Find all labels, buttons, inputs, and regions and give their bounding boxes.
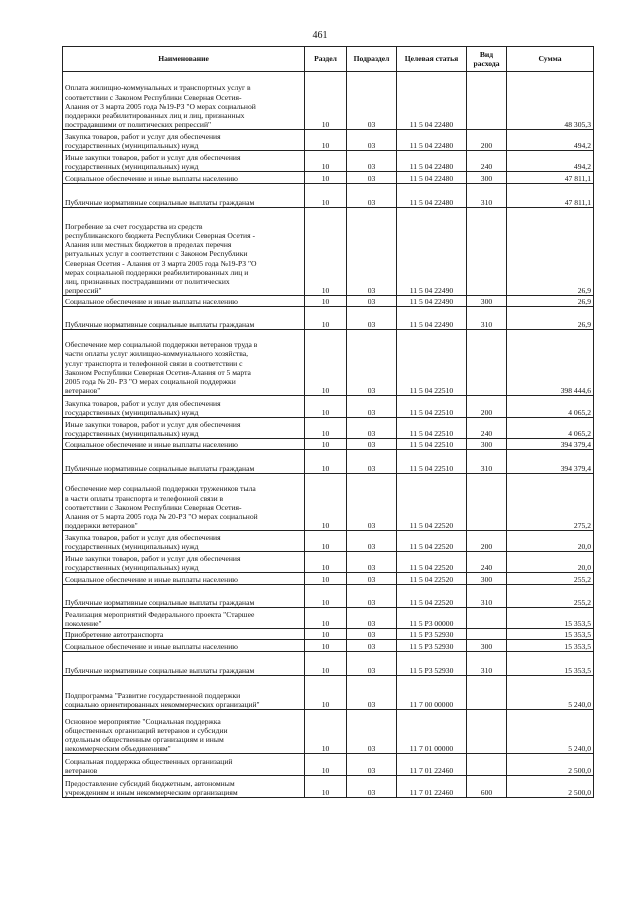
row-summa-cell: 4 065,2: [507, 418, 594, 439]
row-celevaya-cell: 11 5 04 22480: [397, 72, 467, 130]
row-name-cell: Погребение за счет государства из средств республиканского бюджета Республики Северная Осетия - Алания или местных бюджетов в пределах перечня ритуальных услуг в соответствии с Законом Республики Северная Осетия - Алания от 3 марта 2005 года №19-РЗ "О мерах социальной поддержки реабилитированных лиц и лиц, признанных пострадавшими от политических репрессий": [63, 208, 305, 296]
row-celevaya-cell: 11 5 04 22520: [397, 585, 467, 608]
row-podrazdel-cell: 03: [347, 450, 397, 474]
row-name-cell: Иные закупки товаров, работ и услуг для обеспечения государственных (муниципальных) нужд: [63, 552, 305, 573]
column-header-podrazdel: Подраздел: [347, 47, 397, 72]
row-podrazdel-cell: 03: [347, 676, 397, 710]
row-vid-cell: [467, 72, 507, 130]
row-celevaya-cell: 11 5 04 22490: [397, 296, 467, 307]
row-podrazdel-cell: 03: [347, 652, 397, 676]
row-name-cell: Закупка товаров, работ и услуг для обеспечения государственных (муниципальных) нужд: [63, 531, 305, 552]
row-vid-cell: [467, 710, 507, 754]
row-celevaya-cell: 11 7 01 22460: [397, 754, 467, 776]
table-row: [63, 754, 594, 776]
row-name-cell: Публичные нормативные социальные выплаты гражданам: [63, 585, 305, 608]
row-celevaya-cell: 11 5 04 22520: [397, 474, 467, 531]
row-vid-cell: 300: [467, 439, 507, 450]
row-vid-cell: 310: [467, 585, 507, 608]
row-summa-cell: 398 444,6: [507, 330, 594, 396]
table-row: [63, 208, 594, 296]
row-vid-cell: 310: [467, 652, 507, 676]
row-summa-cell: 5 240,0: [507, 676, 594, 710]
row-podrazdel-cell: 03: [347, 573, 397, 585]
row-vid-cell: 240: [467, 552, 507, 573]
row-summa-cell: 15 353,5: [507, 652, 594, 676]
row-name-cell: Обеспечение мер социальной поддержки тружеников тыла в части оплаты транспорта и телефонной связи в соответствии с Законом Республики Северная Осетия- Алания от 5 марта 2005 года № 20-РЗ "О мерах социальной поддержки ветеранов": [63, 474, 305, 531]
row-vid-cell: [467, 208, 507, 296]
table-row: [63, 552, 594, 573]
row-celevaya-cell: 11 5 04 22490: [397, 307, 467, 330]
row-name-cell: Публичные нормативные социальные выплаты гражданам: [63, 652, 305, 676]
row-podrazdel-cell: 03: [347, 330, 397, 396]
row-celevaya-cell: 11 5 04 22510: [397, 418, 467, 439]
row-celevaya-cell: 11 5 04 22520: [397, 573, 467, 585]
row-celevaya-cell: 11 5 04 22480: [397, 151, 467, 172]
column-header-celevaya: Целевая статья: [397, 47, 467, 72]
row-vid-cell: 240: [467, 151, 507, 172]
row-vid-cell: 300: [467, 573, 507, 585]
row-podrazdel-cell: 03: [347, 439, 397, 450]
row-podrazdel-cell: 03: [347, 72, 397, 130]
table-header-row: [63, 47, 594, 72]
row-summa-cell: 15 353,5: [507, 629, 594, 640]
row-podrazdel-cell: 03: [347, 754, 397, 776]
row-name-cell: Оплата жилищно-коммунальных и транспортных услуг в соответствии с Законом Республики Северная Осетия- Алания от 3 марта 2005 года №19-РЗ "О мерах социальной поддержки реабилитированных лиц и лиц, признанных пострадавшими от политических репрессий": [63, 72, 305, 130]
row-podrazdel-cell: 03: [347, 418, 397, 439]
row-name-cell: Социальная поддержка общественных организаций ветеранов: [63, 754, 305, 776]
row-celevaya-cell: 11 5 04 22510: [397, 439, 467, 450]
row-podrazdel-cell: 03: [347, 552, 397, 573]
row-podrazdel-cell: 03: [347, 130, 397, 151]
row-vid-cell: 300: [467, 640, 507, 652]
row-celevaya-cell: 11 5 04 22490: [397, 208, 467, 296]
table-row: [63, 172, 594, 184]
row-celevaya-cell: 11 5 Р3 52930: [397, 640, 467, 652]
row-razdel-cell: 10: [305, 608, 347, 629]
row-name-cell: Социальное обеспечение и иные выплаты населению: [63, 172, 305, 184]
table-row: [63, 573, 594, 585]
table-row: [63, 439, 594, 450]
row-razdel-cell: 10: [305, 776, 347, 798]
table-row: [63, 130, 594, 151]
row-podrazdel-cell: 03: [347, 629, 397, 640]
table-row: [63, 450, 594, 474]
row-name-cell: Предоставление субсидий бюджетным, автономным учреждениям и иным некоммерческим организациям: [63, 776, 305, 798]
table-row: [63, 629, 594, 640]
row-vid-cell: [467, 474, 507, 531]
row-name-cell: Социальное обеспечение и иные выплаты населению: [63, 640, 305, 652]
row-vid-cell: 600: [467, 776, 507, 798]
row-summa-cell: 5 240,0: [507, 710, 594, 754]
table-row: [63, 72, 594, 130]
row-vid-cell: 240: [467, 418, 507, 439]
row-celevaya-cell: 11 5 Р3 00000: [397, 608, 467, 629]
row-vid-cell: 200: [467, 531, 507, 552]
row-celevaya-cell: 11 5 04 22520: [397, 531, 467, 552]
row-celevaya-cell: 11 5 Р3 52930: [397, 652, 467, 676]
column-header-name: Наименование: [63, 47, 305, 72]
row-summa-cell: 26,9: [507, 208, 594, 296]
row-vid-cell: 300: [467, 172, 507, 184]
row-podrazdel-cell: 03: [347, 307, 397, 330]
row-name-cell: Обеспечение мер социальной поддержки ветеранов труда в части оплаты услуг жилищно-коммунального хозяйства, услуг транспорта и телефонной связи в соответствии с Законом Республики Северная Осетия-Алания от 5 марта 2005 года № 20- РЗ "О мерах социальной поддержки ветеранов": [63, 330, 305, 396]
row-razdel-cell: 10: [305, 439, 347, 450]
row-razdel-cell: 10: [305, 754, 347, 776]
table-row: [63, 710, 594, 754]
table-row: [63, 652, 594, 676]
column-header-vid: Вид расхода: [467, 47, 507, 72]
table-row: [63, 640, 594, 652]
row-vid-cell: 200: [467, 396, 507, 418]
row-celevaya-cell: 11 7 00 00000: [397, 676, 467, 710]
row-razdel-cell: 10: [305, 130, 347, 151]
row-razdel-cell: 10: [305, 208, 347, 296]
row-summa-cell: 20,0: [507, 531, 594, 552]
row-summa-cell: 48 305,3: [507, 72, 594, 130]
row-razdel-cell: 10: [305, 184, 347, 208]
table-row: [63, 776, 594, 798]
row-razdel-cell: 10: [305, 710, 347, 754]
row-razdel-cell: 10: [305, 330, 347, 396]
row-summa-cell: 26,9: [507, 307, 594, 330]
row-summa-cell: 2 500,0: [507, 754, 594, 776]
row-razdel-cell: 10: [305, 474, 347, 531]
row-podrazdel-cell: 03: [347, 184, 397, 208]
row-podrazdel-cell: 03: [347, 585, 397, 608]
row-celevaya-cell: 11 7 01 22460: [397, 776, 467, 798]
table-row: [63, 184, 594, 208]
table-row: [63, 330, 594, 396]
row-summa-cell: 47 811,1: [507, 184, 594, 208]
table-row: [63, 418, 594, 439]
row-summa-cell: 394 379,4: [507, 450, 594, 474]
row-razdel-cell: 10: [305, 629, 347, 640]
row-razdel-cell: 10: [305, 172, 347, 184]
page-number: 461: [312, 30, 328, 41]
row-razdel-cell: 10: [305, 418, 347, 439]
row-razdel-cell: 10: [305, 652, 347, 676]
row-razdel-cell: 10: [305, 531, 347, 552]
row-razdel-cell: 10: [305, 296, 347, 307]
row-summa-cell: 394 379,4: [507, 439, 594, 450]
row-celevaya-cell: 11 5 Р3 52930: [397, 629, 467, 640]
row-vid-cell: 310: [467, 184, 507, 208]
row-name-cell: Закупка товаров, работ и услуг для обеспечения государственных (муниципальных) нужд: [63, 130, 305, 151]
budget-table: [62, 46, 594, 798]
row-razdel-cell: 10: [305, 640, 347, 652]
row-summa-cell: 255,2: [507, 585, 594, 608]
row-podrazdel-cell: 03: [347, 396, 397, 418]
row-name-cell: Подпрограмма "Развитие государственной поддержки социально ориентированных некоммерческих организаций": [63, 676, 305, 710]
row-razdel-cell: 10: [305, 585, 347, 608]
row-summa-cell: 15 353,5: [507, 608, 594, 629]
row-razdel-cell: 10: [305, 307, 347, 330]
row-name-cell: Публичные нормативные социальные выплаты гражданам: [63, 184, 305, 208]
row-vid-cell: 200: [467, 130, 507, 151]
row-summa-cell: 47 811,1: [507, 172, 594, 184]
table-row: [63, 474, 594, 531]
row-vid-cell: 310: [467, 307, 507, 330]
row-summa-cell: 255,2: [507, 573, 594, 585]
row-summa-cell: 494,2: [507, 151, 594, 172]
column-header-summa: Сумма: [507, 47, 594, 72]
table-row: [63, 396, 594, 418]
row-vid-cell: [467, 629, 507, 640]
row-name-cell: Публичные нормативные социальные выплаты гражданам: [63, 307, 305, 330]
row-summa-cell: 4 065,2: [507, 396, 594, 418]
row-summa-cell: 2 500,0: [507, 776, 594, 798]
table-row: [63, 608, 594, 629]
row-summa-cell: 15 353,5: [507, 640, 594, 652]
row-name-cell: Иные закупки товаров, работ и услуг для обеспечения государственных (муниципальных) нужд: [63, 151, 305, 172]
row-vid-cell: [467, 754, 507, 776]
row-name-cell: Социальное обеспечение и иные выплаты населению: [63, 573, 305, 585]
row-name-cell: Реализация мероприятий Федерального проекта "Старшее поколение": [63, 608, 305, 629]
row-vid-cell: [467, 330, 507, 396]
row-podrazdel-cell: 03: [347, 474, 397, 531]
row-summa-cell: 20,0: [507, 552, 594, 573]
row-podrazdel-cell: 03: [347, 710, 397, 754]
row-summa-cell: 275,2: [507, 474, 594, 531]
row-podrazdel-cell: 03: [347, 640, 397, 652]
row-name-cell: Закупка товаров, работ и услуг для обеспечения государственных (муниципальных) нужд: [63, 396, 305, 418]
row-celevaya-cell: 11 5 04 22510: [397, 330, 467, 396]
row-summa-cell: 26,9: [507, 296, 594, 307]
row-podrazdel-cell: 03: [347, 531, 397, 552]
row-podrazdel-cell: 03: [347, 608, 397, 629]
row-celevaya-cell: 11 5 04 22510: [397, 396, 467, 418]
row-podrazdel-cell: 03: [347, 172, 397, 184]
row-vid-cell: [467, 608, 507, 629]
table-row: [63, 531, 594, 552]
row-celevaya-cell: 11 5 04 22520: [397, 552, 467, 573]
row-podrazdel-cell: 03: [347, 296, 397, 307]
column-header-razdel: Раздел: [305, 47, 347, 72]
row-name-cell: Социальное обеспечение и иные выплаты населению: [63, 296, 305, 307]
row-podrazdel-cell: 03: [347, 151, 397, 172]
row-vid-cell: 310: [467, 450, 507, 474]
row-celevaya-cell: 11 7 01 00000: [397, 710, 467, 754]
row-vid-cell: [467, 676, 507, 710]
row-name-cell: Основное мероприятие "Социальная поддержка общественных организаций ветеранов и субсидии отдельным общественным организациям и иным некоммерческим объединениям": [63, 710, 305, 754]
row-razdel-cell: 10: [305, 573, 347, 585]
row-razdel-cell: 10: [305, 151, 347, 172]
row-name-cell: Иные закупки товаров, работ и услуг для обеспечения государственных (муниципальных) нужд: [63, 418, 305, 439]
row-name-cell: Социальное обеспечение и иные выплаты населению: [63, 439, 305, 450]
table-row: [63, 676, 594, 710]
row-podrazdel-cell: 03: [347, 776, 397, 798]
table-row: [63, 151, 594, 172]
table-row: [63, 296, 594, 307]
row-razdel-cell: 10: [305, 72, 347, 130]
row-name-cell: Публичные нормативные социальные выплаты гражданам: [63, 450, 305, 474]
row-razdel-cell: 10: [305, 552, 347, 573]
row-razdel-cell: 10: [305, 450, 347, 474]
row-celevaya-cell: 11 5 04 22510: [397, 450, 467, 474]
row-name-cell: Приобретение автотранспорта: [63, 629, 305, 640]
table-row: [63, 585, 594, 608]
row-summa-cell: 494,2: [507, 130, 594, 151]
row-celevaya-cell: 11 5 04 22480: [397, 172, 467, 184]
row-razdel-cell: 10: [305, 676, 347, 710]
row-celevaya-cell: 11 5 04 22480: [397, 130, 467, 151]
row-podrazdel-cell: 03: [347, 208, 397, 296]
table-row: [63, 307, 594, 330]
row-vid-cell: 300: [467, 296, 507, 307]
row-celevaya-cell: 11 5 04 22480: [397, 184, 467, 208]
row-razdel-cell: 10: [305, 396, 347, 418]
